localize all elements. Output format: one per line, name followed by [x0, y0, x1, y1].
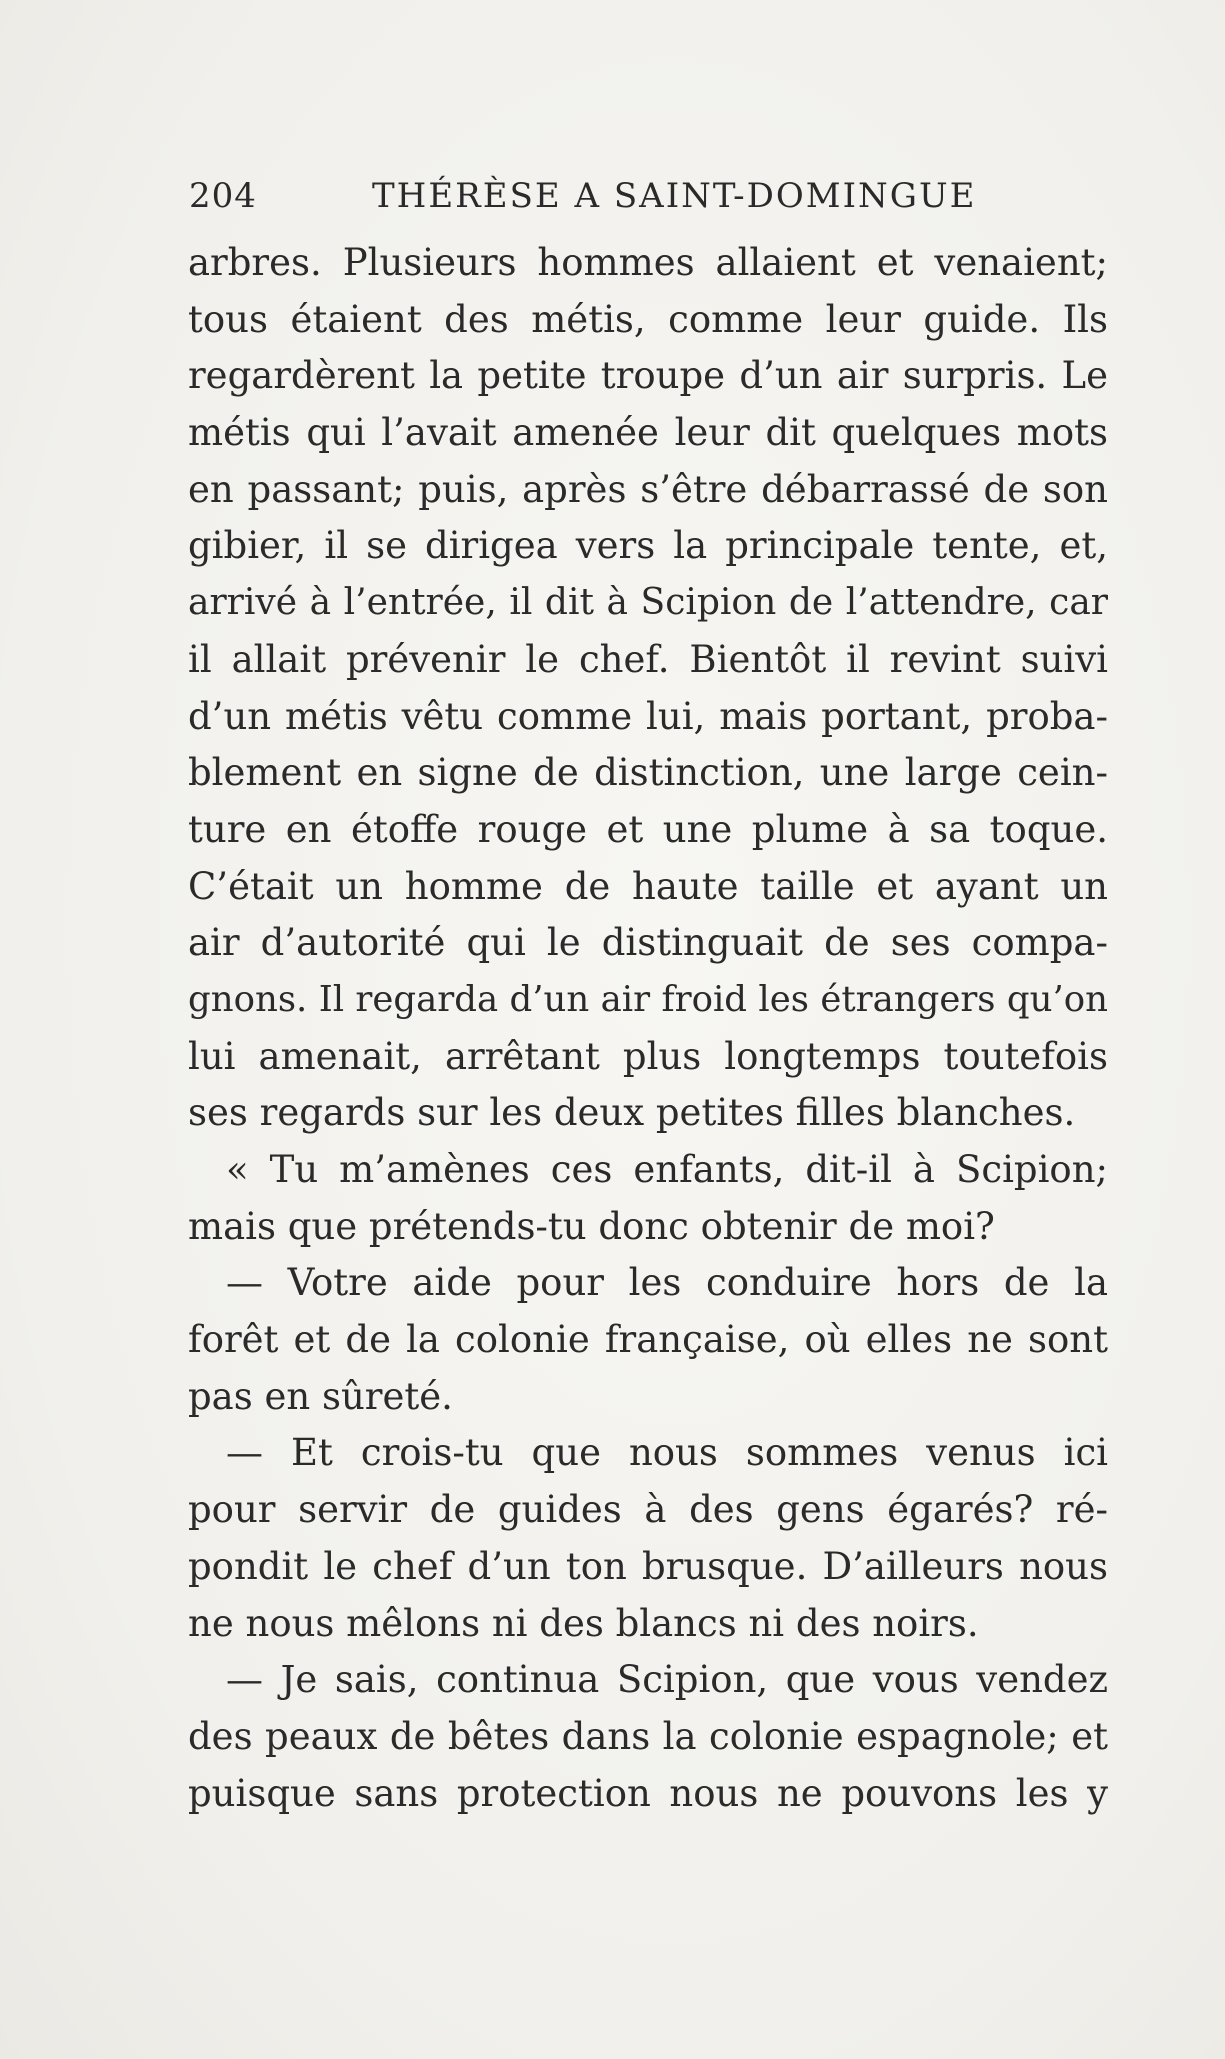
text-line: puisque sans protection nous ne pouvons les y [188, 1771, 1108, 1815]
text-line: gnons. Il regarda d’un air froid les étrangers qu’on [188, 978, 1108, 1020]
text-line: des peaux de bêtes dans la colonie espagnole; et [188, 1714, 1108, 1758]
text-line: C’était un homme de haute taille et ayant un [188, 864, 1108, 908]
text-line: ne nous mêlons ni des blancs ni des noirs. [188, 1601, 979, 1645]
text-line: forêt et de la colonie française, où elles ne sont [188, 1318, 1108, 1362]
text-line: — Et crois-tu que nous sommes venus ici [226, 1431, 1108, 1475]
body-text [188, 235, 1108, 1822]
text-line: « Tu m’amènes ces enfants, dit-il à Scipion; [226, 1148, 1108, 1191]
text-line: en passant; puis, après s’être débarrassé de son [188, 467, 1108, 511]
text-line: pour servir de guides à des gens égarés? ré- [188, 1488, 1108, 1532]
text-line: blement en signe de distinction, une large cein- [188, 751, 1108, 795]
text-line: ture en étoffe rouge et une plume à sa toque. [188, 807, 1108, 851]
text-line: arbres. Plusieurs hommes allaient et venaient; [188, 241, 1108, 284]
text-line: regardèrent la petite troupe d’un air surpris. Le [188, 354, 1108, 398]
text-line: — Je sais, continua Scipion, que vous vendez [226, 1658, 1108, 1702]
text-line: air d’autorité qui le distinguait de ses compa- [188, 921, 1108, 965]
page-number: 204 [189, 176, 257, 216]
text-line: métis qui l’avait amenée leur dit quelques mots [188, 411, 1108, 455]
text-line: tous étaient des métis, comme leur guide. Ils [188, 297, 1108, 341]
text-line: mais que prétends-tu donc obtenir de moi? [188, 1204, 995, 1248]
text-line: pas en sûreté. [188, 1374, 453, 1418]
text-line: lui amenait, arrêtant plus longtemps toutefois [188, 1034, 1108, 1078]
text-line: gibier, il se dirigea vers la principale tente, et, [188, 524, 1108, 568]
page-header [189, 176, 1109, 226]
text-line: arrivé à l’entrée, il dit à Scipion de l’attendre, car [188, 582, 1108, 624]
running-title: THÉRÈSE A SAINT-DOMINGUE [372, 176, 977, 216]
text-line: — Votre aide pour les conduire hors de la [226, 1261, 1108, 1305]
text-line: ses regards sur les deux petites filles blanches. [188, 1091, 1076, 1135]
text-line: pondit le chef d’un ton brusque. D’ailleurs nous [188, 1544, 1108, 1588]
text-line: il allait prévenir le chef. Bientôt il revint suivi [188, 637, 1108, 681]
text-line: d’un métis vêtu comme lui, mais portant, proba- [188, 694, 1108, 738]
